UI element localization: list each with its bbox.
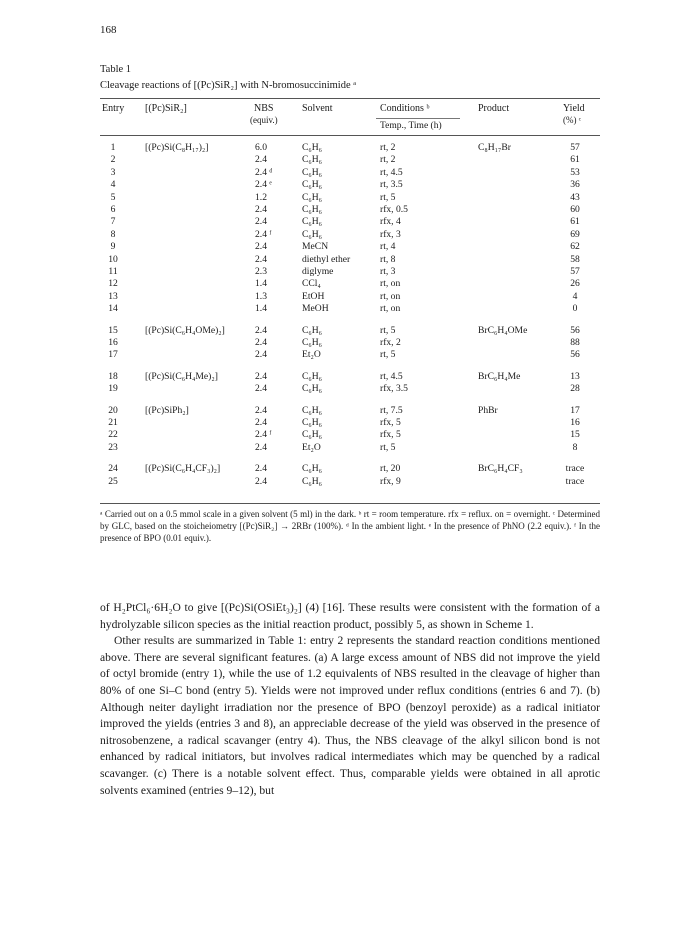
cell-conditions: rfx, 9	[380, 475, 401, 487]
cell-nbs: 2.4	[255, 370, 267, 382]
cell-entry: 1	[110, 142, 116, 153]
cell-conditions: rt, 4.5	[380, 370, 403, 382]
header-nbs-unit: (equiv.)	[250, 115, 278, 125]
cell-yield: 56	[570, 349, 580, 361]
cell-product: BrC₆H₄Me	[478, 370, 521, 382]
cell-solvent: C₆H₆	[302, 463, 323, 475]
cell-conditions: rt, 7.5	[380, 404, 403, 416]
table-top-rule	[100, 98, 600, 99]
cell-conditions: rt, 20	[380, 463, 401, 475]
cell-conditions: rt, 8	[380, 253, 396, 265]
cell-yield: 16	[570, 417, 580, 428]
cell-conditions: rt, on	[380, 290, 401, 302]
cell-nbs: 2.4 ᵈ	[255, 166, 273, 178]
cell-yield: 62	[570, 241, 580, 253]
cell-yield: trace	[565, 463, 585, 475]
body-text	[100, 600, 600, 799]
cell-conditions: rfx, 0.5	[380, 204, 408, 215]
cell-yield: 13	[570, 370, 580, 382]
cell-nbs: 1.2	[255, 191, 267, 203]
cell-conditions: rfx, 4	[380, 216, 401, 228]
cell-yield: trace	[565, 475, 585, 487]
cell-product: C₈H₁₇Br	[478, 142, 511, 153]
cell-entry: 3	[110, 166, 116, 178]
cell-solvent: C₆H₆	[302, 204, 323, 215]
cell-nbs: 2.4	[255, 349, 267, 361]
cell-entry: 2	[110, 154, 116, 166]
cell-yield: 61	[570, 216, 580, 228]
cell-conditions: rfx, 3.5	[380, 383, 408, 395]
cell-entry: 25	[108, 475, 118, 487]
body-paragraph-2: Other results are summarized in Table 1: entry 2 represents the standard reaction conditions mentioned above. There are several significant features. (a) A large excess amount of NBS did not improve the yield of octyl bromide (entry 1), while the use of 1.2 equivalents of NBS resulted in the cleavage of higher than 80% of one Si–C bond (entry 5). Yields were not improved under reflux conditions (entries 6 and 7). (b) Although neiter daylight irradiation nor the presence of BPO (benzoyl peroxide) as a radical initiator improved the yields (entries 3 and 8), an appreciable decrease of the yield was observed in the presence of nitrosobenzene, a radical scavanger (entry 4). Thus, the NBS cleavage of the alkyl silicon bond is not enhanced by radical initiators, but involves radical intermediates which may be quenched by a radical scavanger. (c) There is a notable solvent effect. Thus, comparable yields were obtained in all aprotic solvents examined (entries 9–12), but	[100, 634, 600, 797]
cell-nbs: 2.4	[255, 463, 267, 475]
cell-nbs: 2.4	[255, 204, 267, 215]
cell-entry: 12	[108, 278, 118, 290]
cell-solvent: C₆H₆	[302, 370, 323, 382]
table-footnote	[100, 508, 600, 544]
cell-nbs: 2.4 ᶠ	[255, 228, 272, 240]
cell-solvent: C₆H₆	[302, 216, 323, 228]
cell-solvent: C₆H₆	[302, 191, 323, 203]
cell-compound: [(Pc)Si(C₆H₄Me)₂]	[145, 370, 218, 382]
cell-entry: 6	[110, 204, 116, 215]
cell-solvent: diethyl ether	[302, 253, 351, 265]
header-yield: Yield	[563, 103, 585, 114]
cell-yield: 36	[570, 179, 580, 191]
cell-solvent: EtOH	[302, 290, 325, 302]
cell-yield: 4	[572, 290, 578, 302]
cell-solvent: C₆H₆	[302, 429, 323, 441]
cell-nbs: 2.4 ᶠ	[255, 429, 272, 441]
cell-yield: 88	[570, 337, 580, 348]
cell-yield: 57	[570, 142, 580, 153]
cell-solvent: diglyme	[302, 266, 334, 277]
cell-yield: 58	[570, 253, 580, 265]
cell-entry: 18	[108, 370, 118, 382]
cell-entry: 17	[108, 349, 118, 361]
cell-entry: 24	[108, 463, 118, 475]
cell-entry: 15	[108, 324, 118, 336]
cell-conditions: rt, 5	[380, 349, 396, 361]
cell-conditions: rt, 5	[380, 191, 396, 203]
cell-yield: 53	[570, 166, 580, 178]
cell-yield: 69	[570, 228, 580, 240]
table-label: Table 1	[100, 64, 132, 75]
cell-nbs: 2.4	[255, 404, 267, 416]
cell-nbs: 2.4	[255, 324, 267, 336]
cell-solvent: CCl₄	[302, 278, 321, 290]
cell-entry: 20	[108, 404, 118, 416]
cell-solvent: C₆H₆	[302, 417, 323, 428]
cell-entry: 13	[108, 290, 118, 302]
cell-solvent: C₆H₆	[302, 475, 323, 487]
cell-nbs: 2.4	[255, 154, 267, 166]
cell-nbs: 2.4	[255, 253, 267, 265]
cell-entry: 5	[110, 191, 116, 203]
page-number: 168	[100, 24, 117, 36]
header-conditions-sub: Temp., Time (h)	[380, 121, 442, 131]
cell-conditions: rfx, 5	[380, 417, 401, 428]
header-conditions: Conditions ᵇ	[380, 103, 430, 114]
cell-solvent: C₆H₆	[302, 228, 323, 240]
cell-entry: 21	[108, 417, 118, 428]
cell-solvent: C₆H₆	[302, 166, 323, 178]
cell-conditions: rt, 4.5	[380, 166, 403, 178]
cell-yield: 56	[570, 324, 580, 336]
cell-entry: 22	[108, 429, 118, 441]
header-product: Product	[478, 103, 510, 114]
cell-nbs: 1.3	[255, 290, 267, 302]
cell-compound: [(Pc)SiPh₂]	[145, 404, 189, 416]
cell-nbs: 2.4	[255, 475, 267, 487]
header-yield-unit: (%) ᶜ	[563, 115, 582, 125]
cell-conditions: rt, 3	[380, 266, 396, 277]
cell-nbs: 6.0	[255, 142, 267, 153]
header-solvent: Solvent	[302, 103, 333, 114]
cell-conditions: rt, 5	[380, 324, 396, 336]
cell-solvent: Et₂O	[302, 349, 321, 361]
cell-entry: 10	[108, 253, 118, 265]
cell-product: PhBr	[478, 404, 498, 416]
cell-nbs: 1.4	[255, 278, 267, 290]
cell-compound: [(Pc)Si(C₆H₄CF₃)₂]	[145, 463, 221, 475]
cell-nbs: 1.4	[255, 303, 267, 315]
cell-nbs: 2.4	[255, 441, 267, 453]
cell-entry: 19	[108, 383, 118, 395]
cell-conditions: rt, 4	[380, 241, 396, 253]
cell-solvent: MeCN	[302, 241, 329, 253]
cell-nbs: 2.3	[255, 266, 267, 277]
cell-solvent: C₆H₆	[302, 383, 323, 395]
cell-yield: 28	[570, 383, 580, 395]
cell-solvent: C₆H₆	[302, 324, 323, 336]
cell-entry: 9	[110, 241, 116, 253]
cell-nbs: 2.4	[255, 216, 267, 228]
cell-yield: 8	[572, 441, 578, 453]
cell-conditions: rt, on	[380, 303, 401, 315]
header-entry: Entry	[102, 103, 125, 114]
cell-nbs: 2.4 ᵉ	[255, 179, 272, 191]
cell-conditions: rt, 2	[380, 154, 396, 166]
footnote-text: ᵃ Carried out on a 0.5 mmol scale in a given solvent (5 ml) in the dark. ᵇ rt = room temperature. rfx = reflux. on = overnight. ᶜ Determined by GLC, based on the stoicheiometry [(Pc)SiR₂] → 2RBr (100%). ᵈ In the ambient light. ᵉ In the presence of PhNO (2.2 equiv.). ᶠ In the presence of BPO (0.01 equiv.).	[100, 509, 600, 543]
cell-conditions: rt, on	[380, 278, 401, 290]
cell-product: BrC₆H₄OMe	[478, 324, 528, 336]
cell-product: BrC₆H₄CF₃	[478, 463, 523, 475]
cell-nbs: 2.4	[255, 417, 267, 428]
cell-entry: 4	[110, 179, 116, 191]
cell-entry: 7	[110, 216, 116, 228]
header-compound: [(Pc)SiR₂]	[145, 103, 187, 114]
cell-solvent: MeOH	[302, 303, 329, 315]
cell-compound: [(Pc)Si(C₈H₁₇)₂]	[145, 142, 209, 153]
cell-entry: 14	[108, 303, 118, 315]
cell-conditions: rt, 2	[380, 142, 396, 153]
cell-solvent: C₆H₆	[302, 154, 323, 166]
cell-nbs: 2.4	[255, 337, 267, 348]
cell-entry: 11	[108, 266, 118, 277]
cell-yield: 17	[570, 404, 580, 416]
cell-yield: 26	[570, 278, 580, 290]
cell-yield: 61	[570, 154, 580, 166]
cell-conditions: rt, 5	[380, 441, 396, 453]
cell-conditions: rfx, 3	[380, 228, 401, 240]
table-header-rule	[100, 135, 600, 136]
cell-solvent: C₆H₆	[302, 337, 323, 348]
cell-compound: [(Pc)Si(C₆H₄OMe)₂]	[145, 324, 225, 336]
cell-entry: 16	[108, 337, 118, 348]
cell-solvent: Et₂O	[302, 441, 321, 453]
cell-entry: 23	[108, 441, 118, 453]
cell-yield: 60	[570, 204, 580, 215]
cell-solvent: C₆H₆	[302, 142, 323, 153]
cell-yield: 57	[570, 266, 580, 277]
cell-yield: 15	[570, 429, 580, 441]
conditions-subrule	[376, 118, 460, 119]
cell-solvent: C₆H₆	[302, 404, 323, 416]
cell-nbs: 2.4	[255, 383, 267, 395]
table-caption: Cleavage reactions of [(Pc)SiR₂] with N-bromosuccinimide ᵃ	[100, 80, 357, 91]
cell-entry: 8	[110, 228, 116, 240]
cell-solvent: C₆H₆	[302, 179, 323, 191]
cell-conditions: rfx, 2	[380, 337, 401, 348]
cell-yield: 43	[570, 191, 580, 203]
cell-conditions: rt, 3.5	[380, 179, 403, 191]
cell-nbs: 2.4	[255, 241, 267, 253]
cell-yield: 0	[572, 303, 578, 315]
cell-conditions: rfx, 5	[380, 429, 401, 441]
table-bottom-rule	[100, 503, 600, 504]
body-paragraph-1: of H₂PtCl₆·6H₂O to give [(Pc)Si(OSiEt₃)₂] (4) [16]. These results were consistent with the formation of a hydrolyzable silicon species as the initial reaction product, possibly 5, as shown in Scheme 1.	[100, 601, 600, 631]
header-nbs: NBS	[254, 103, 274, 114]
